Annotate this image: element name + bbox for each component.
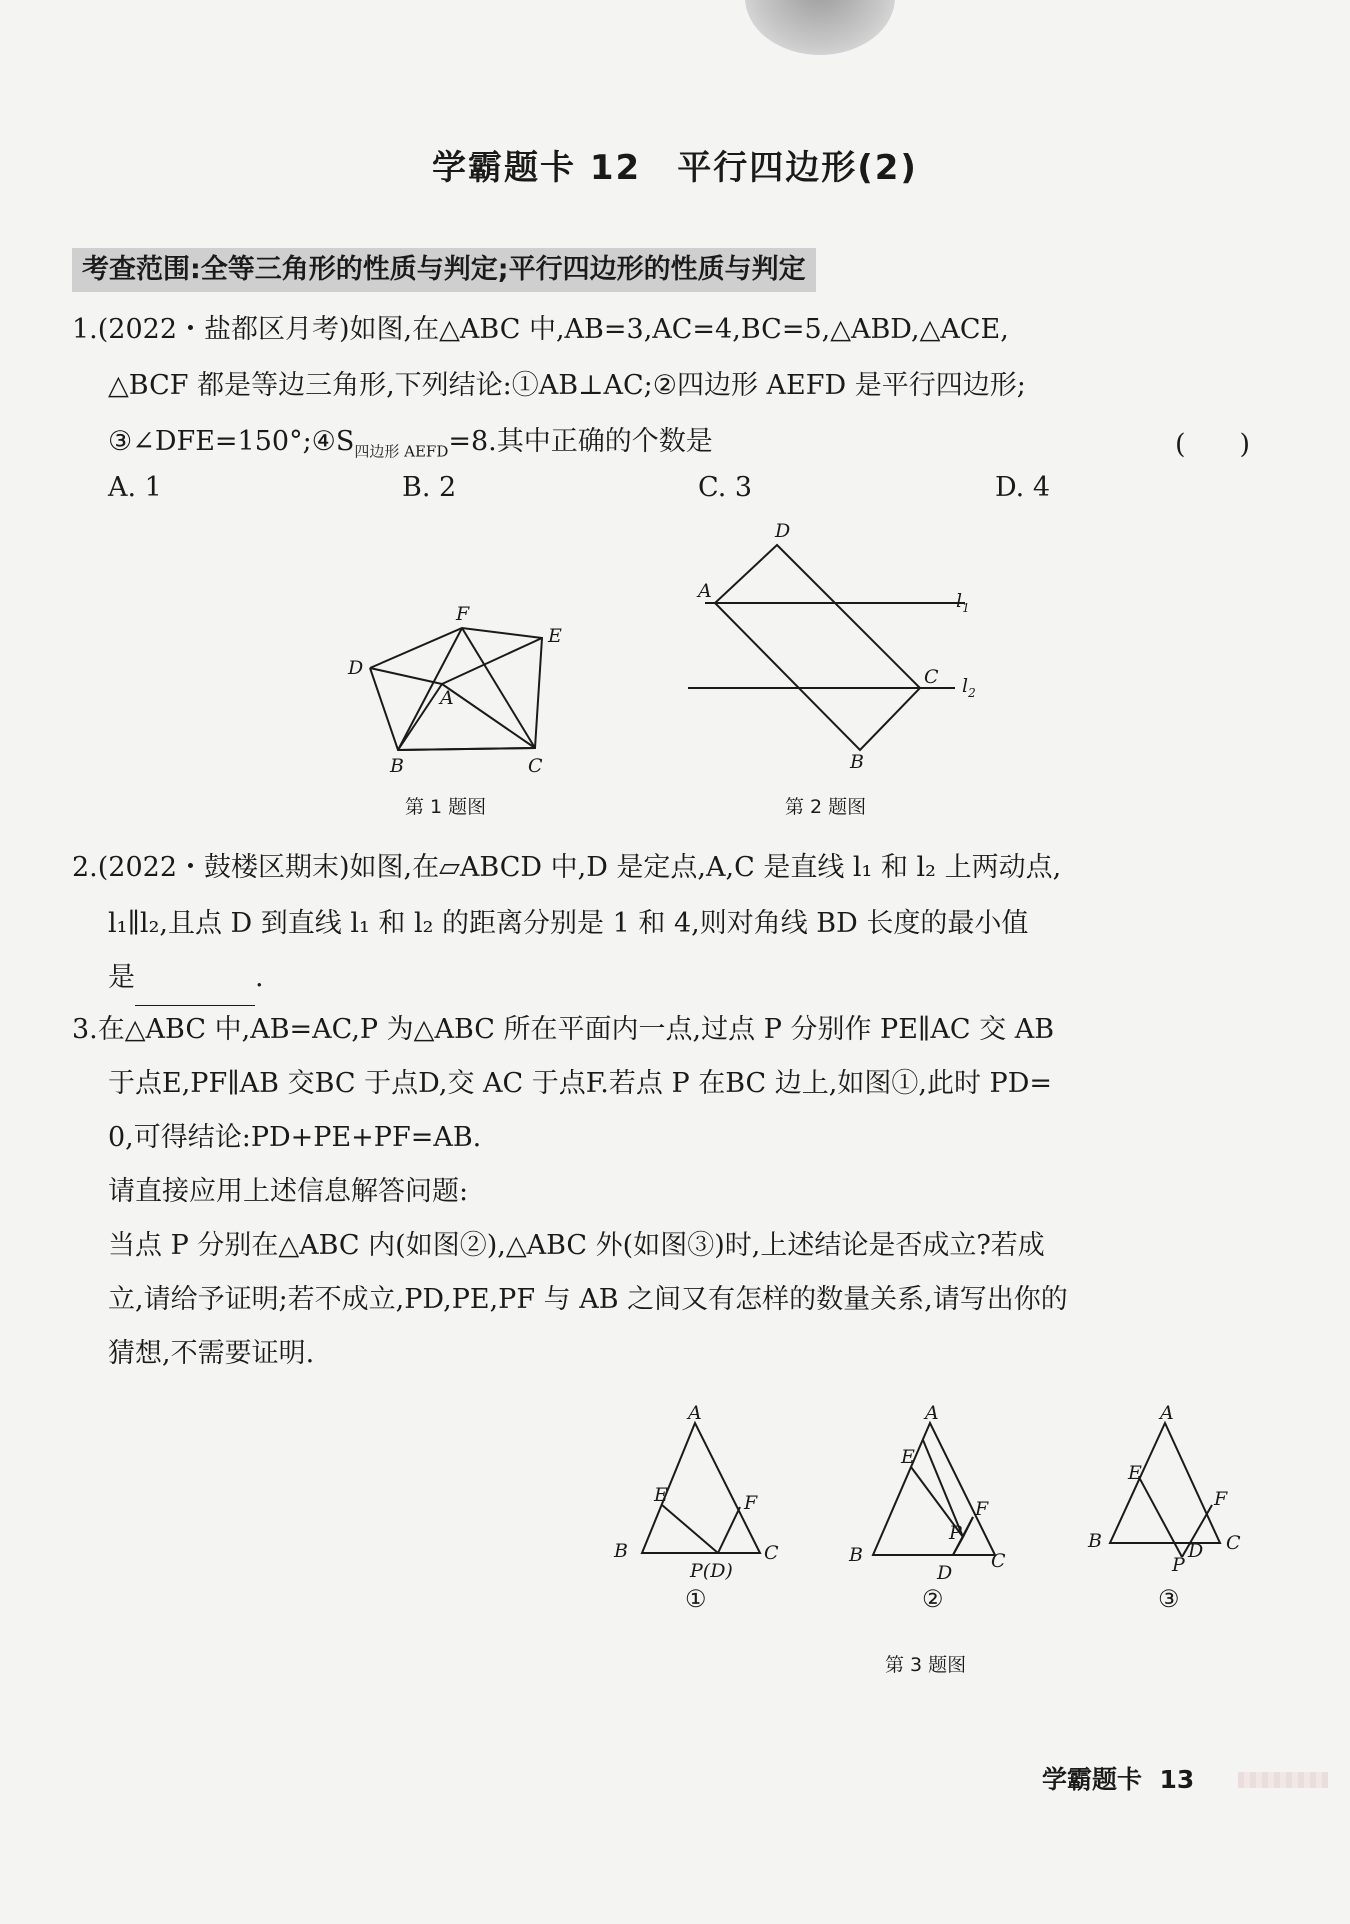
q3-line3: 0,可得结论:PD+PE+PF=AB. [108, 1122, 482, 1153]
fig1-label-e: E [548, 625, 562, 647]
fig3-3-label-d: D [1188, 1540, 1204, 1562]
fig2-label-d: D [775, 520, 791, 542]
fig2-label-b: B [850, 751, 864, 773]
q2-line1: 2.(2022・鼓楼区期末)如图,在▱ABCD 中,D 是定点,A,C 是直线 l₁ 和 l₂ 上两动点, [72, 852, 1062, 883]
q2-line3 [108, 950, 264, 1006]
fig3-1-label-f: F [744, 1492, 758, 1514]
fig2-label-l1: $l_1$ [956, 590, 970, 615]
fig1-label-b: B [390, 755, 404, 777]
fig3-2-label-p: P [949, 1522, 962, 1544]
fig3-1-label-e: E [654, 1484, 668, 1506]
q3-line2: 于点E,PF∥AB 交BC 于点D,交 AC 于点F.若点 P 在BC 边上,如图①,此时 PD= [108, 1068, 1052, 1099]
q1-option-b: B. 2 [402, 472, 457, 503]
q3-line1: 3.在△ABC 中,AB=AC,P 为△ABC 所在平面内一点,过点 P 分别作 PE∥AC 交 AB [72, 1014, 1055, 1045]
fig3-3-label-c: C [1226, 1532, 1241, 1554]
scope-banner: 考查范围:全等三角形的性质与判定;平行四边形的性质与判定 [72, 248, 816, 292]
q1-line3-a: ③∠DFE=150°;④S [108, 426, 355, 457]
q1-option-a: A. 1 [108, 472, 162, 503]
figure-3-sub1-diagram [610, 1402, 780, 1585]
fig3-2-label-f: F [975, 1498, 989, 1520]
page-title: 学霸题卡 12 平行四边形(2) [432, 148, 918, 188]
fig1-label-f: F [456, 603, 470, 625]
fig3-2-label-a: A [925, 1402, 939, 1424]
fig3-1-label-c: C [764, 1542, 779, 1564]
page-number: 13 [1159, 1765, 1195, 1794]
scan-shadow [745, 0, 895, 55]
fig1-label-d: D [348, 657, 364, 679]
q1-area-subscript: 四边形 AEFD [354, 442, 449, 461]
figure-2-diagram [680, 520, 980, 773]
q1-line2: △BCF 都是等边三角形,下列结论:①AB⊥AC;②四边形 AEFD 是平行四边形; [108, 370, 1026, 401]
fig3-2-number: ② [922, 1585, 944, 1613]
q3-line7: 猜想,不需要证明. [108, 1338, 315, 1369]
q1-line3 [108, 414, 713, 479]
fig3-2-label-b: B [849, 1544, 863, 1566]
q1-line1: 1.(2022・盐都区月考)如图,在△ABC 中,AB=3,AC=4,BC=5,△ABD,△ACE, [72, 314, 1009, 345]
fig3-1-number: ① [685, 1585, 707, 1613]
fig2-label-c: C [924, 666, 939, 688]
fig3-1-label-pd: P(D) [690, 1560, 733, 1582]
fig3-3-label-f: F [1214, 1488, 1228, 1510]
figure-1-diagram [340, 600, 590, 780]
fig2-label-l2: $l_2$ [962, 675, 976, 700]
fig1-label-c: C [528, 755, 543, 777]
figure-3-sub2-diagram [845, 1402, 1015, 1585]
fig3-1-label-b: B [614, 1540, 628, 1562]
q1-option-d: D. 4 [995, 472, 1051, 503]
footer-decoration [1238, 1772, 1328, 1788]
q2-line3-b: . [255, 962, 264, 993]
q3-line4: 请直接应用上述信息解答问题: [108, 1176, 469, 1207]
q3-line5: 当点 P 分别在△ABC 内(如图②),△ABC 外(如图③)时,上述结论是否成立?若成 [108, 1230, 1045, 1261]
fig3-2-label-d: D [937, 1562, 953, 1584]
q1-line3-b: =8.其中正确的个数是 [448, 426, 713, 457]
q1-answer-paren: ( ) [1175, 429, 1251, 460]
figure-2-caption: 第 2 题图 [785, 796, 867, 818]
figure-3-sub3-diagram [1080, 1402, 1250, 1585]
fig2-label-a: A [698, 580, 712, 602]
fig3-2-label-e: E [901, 1446, 915, 1468]
q2-line3-a: 是 [108, 962, 135, 993]
fig1-label-a: A [440, 687, 454, 709]
q1-option-c: C. 3 [698, 472, 753, 503]
footer-label: 学霸题卡 [1042, 1765, 1143, 1794]
footer [1042, 1760, 1194, 1796]
figure-1-caption: 第 1 题图 [405, 796, 487, 818]
fig3-3-label-b: B [1088, 1530, 1102, 1552]
fig3-2-label-c: C [991, 1550, 1006, 1572]
q3-line6: 立,请给予证明;若不成立,PD,PE,PF 与 AB 之间又有怎样的数量关系,请写出你的 [108, 1284, 1068, 1315]
figure-3-caption: 第 3 题图 [885, 1654, 967, 1676]
fig3-3-label-a: A [1160, 1402, 1174, 1424]
fig3-3-label-e: E [1128, 1462, 1142, 1484]
fig3-1-label-a: A [688, 1402, 702, 1424]
fig3-3-number: ③ [1158, 1585, 1180, 1613]
q2-line2: l₁∥l₂,且点 D 到直线 l₁ 和 l₂ 的距离分别是 1 和 4,则对角线 BD 长度的最小值 [108, 908, 1029, 939]
fig3-3-label-p: P [1172, 1554, 1185, 1576]
